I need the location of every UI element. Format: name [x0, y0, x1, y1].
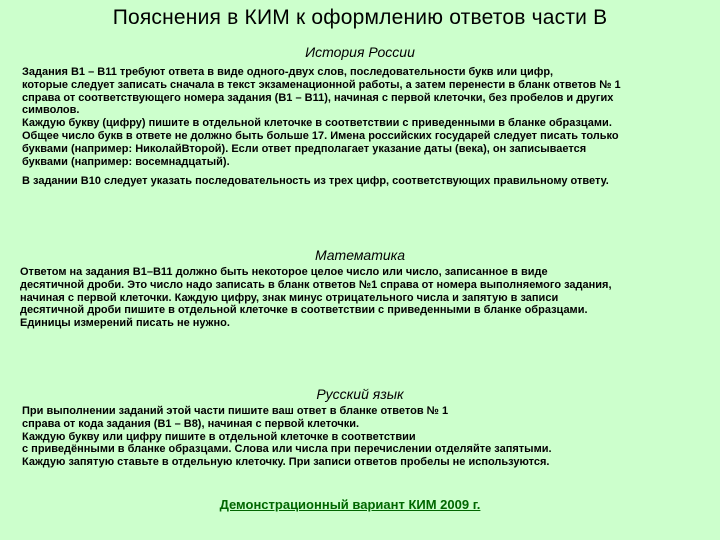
history-line: буквами (например: НиколайВторой). Если ответ предполагает указание даты (века), он записывается — [22, 142, 587, 155]
russian-line: При выполнении заданий этой части пишите ваш ответ в бланке ответов № 1 — [22, 405, 449, 417]
history-line: Каждую букву (цифру) пишите в отдельной клеточке в соответствии с приведенными в бланке образцами. — [22, 117, 612, 130]
russian-heading: Русский язык — [316, 386, 404, 402]
math-line: десятичной дроби. Это число надо записать в бланк ответов №1 справа от номера выполняемого задания, — [20, 278, 612, 291]
history-line: В задании В10 следует указать последовательность из трех цифр, соответствующих правильному ответу. — [22, 175, 609, 188]
math-heading: Математика — [314, 247, 406, 263]
history-line: Общее число букв в ответе не должно быть больше 17. Имена российских государей следует писать только — [22, 129, 619, 142]
history-line: буквами (например: восемнадцатый). — [22, 155, 230, 168]
russian-line: Каждую запятую ставьте в отдельную клеточку. При записи ответов пробелы не используются. — [22, 456, 550, 469]
history-line: Задания В1 – В11 требуют ответа в виде одного-двух слов, последовательности букв или цифр, — [22, 66, 554, 78]
history-line: которые следует записать сначала в текст экзаменационной работы, а затем перенести в бланк ответов № 1 — [22, 78, 621, 91]
history-line: символов. — [22, 104, 80, 117]
history-paragraph-2 — [22, 175, 621, 188]
russian-line: справа от кода задания (В1 – В8), начиная с первой клеточки. — [22, 417, 360, 430]
russian-text — [22, 405, 552, 469]
history-paragraph-1 — [22, 66, 621, 168]
russian-line: с приведёнными в бланке образцами. Слова или числа при перечислении отделяйте запятыми. — [22, 443, 552, 456]
history-line: справа от соответствующего номера задания (В1 – В11), начиная с первой клеточки, без пробелов и других — [22, 91, 614, 104]
history-heading: История России — [305, 44, 415, 60]
russian-line: Каждую букву или цифру пишите в отдельной клеточке в соответствии — [22, 430, 416, 443]
math-line: десятичной дроби пишите в отдельной клеточке в соответствии с приведенными в бланке образцами. — [20, 304, 588, 317]
demo-version-link[interactable]: Демонстрационный вариант КИМ 2009 г. — [219, 497, 481, 512]
math-text — [20, 266, 612, 330]
math-line: Ответом на задания В1–В11 должно быть некоторое целое число или число, записанное в виде — [20, 266, 548, 278]
history-text — [22, 66, 621, 188]
slide-title: Пояснения в КИМ к оформлению ответов части В — [112, 6, 608, 29]
math-line: начиная с первой клеточки. Каждую цифру, знак минус отрицательного числа и запятую в записи — [20, 291, 559, 304]
math-line: Единицы измерений писать не нужно. — [20, 317, 230, 330]
